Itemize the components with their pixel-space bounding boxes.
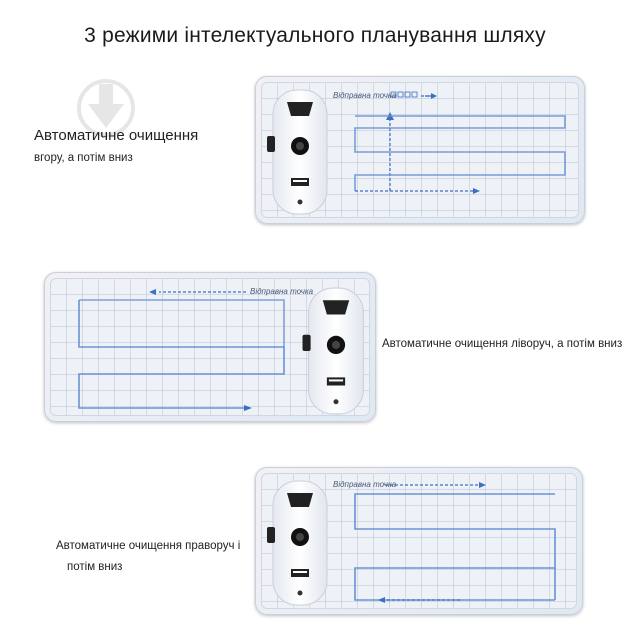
mode2-start-label: Відправна точка bbox=[250, 287, 314, 296]
mode3-caption-line1: Автоматичне очищення праворуч і bbox=[56, 540, 241, 552]
mode3-caption-line2: потім вниз bbox=[67, 561, 123, 573]
mode3-start-label: Відправна точка bbox=[333, 480, 397, 489]
mode1-caption-line1: Автоматичне очищення bbox=[34, 127, 199, 144]
window-cleaning-robot-icon bbox=[265, 86, 335, 218]
mode3-panel bbox=[255, 467, 583, 615]
mode1-caption-line2: вгору, а потім вниз bbox=[34, 152, 133, 164]
mode1-panel bbox=[255, 76, 585, 224]
window-cleaning-robot-icon bbox=[265, 477, 335, 609]
mode1-start-label: Відправна точка bbox=[333, 91, 397, 100]
window-cleaning-robot-icon bbox=[300, 284, 372, 418]
mode2-panel bbox=[44, 272, 376, 422]
page-title: 3 режими інтелектуального планування шляху bbox=[84, 24, 546, 47]
mode2-caption: Автоматичне очищення ліворуч, а потім вниз bbox=[382, 338, 623, 350]
